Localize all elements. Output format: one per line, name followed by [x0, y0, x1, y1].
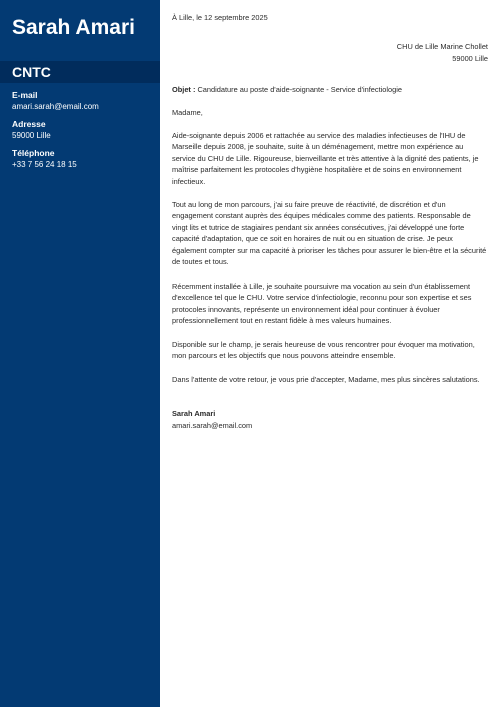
- recipient-line-2: 59000 Lille: [452, 54, 488, 63]
- recipient-line-1: CHU de Lille Marine Chollet: [396, 42, 488, 51]
- phone-label: Téléphone: [12, 148, 55, 158]
- salutation: Madame,: [172, 108, 203, 117]
- candidate-name: Sarah Amari: [12, 16, 135, 39]
- contact-section-title: CNTC: [12, 64, 51, 80]
- paragraph-5: Dans l'attente de votre retour, je vous prie d'accepter, Madame, mes plus sincères salutations.: [172, 375, 480, 384]
- sidebar: [0, 0, 160, 707]
- subject-label: Objet :: [172, 85, 196, 94]
- address-value: 59000 Lille: [12, 131, 51, 140]
- address-label: Adresse: [12, 119, 46, 129]
- paragraph-4: Disponible sur le champ, je serais heureuse de vous rencontrer pour évoquer ma motivation, mon parcours et les objectifs que nous pouvons atteindre ensemble.: [172, 340, 475, 361]
- email-value: amari.sarah@email.com: [12, 102, 99, 111]
- paragraph-1: Aide-soignante depuis 2006 et rattachée au service des maladies infectieuses de l'IHU de Marseille depuis 2008, je souhaite, suite à un déménagement, mettre mon expérience au service du CHU de Lille. Rigoureuse, bienveillante et très attentive à la dignité des patients, je maîtrise parfaitement les protocoles d'hygiène hospitalière et de soins en environnement infectieux.: [172, 131, 479, 186]
- subject-line: [172, 84, 488, 95]
- paragraph-3: Récemment installée à Lille, je souhaite poursuivre ma vocation au sein d'un établissement d'excellence tel que le CHU. Votre service d'infectiologie, reconnu pour son expertise et ses protocoles innovants, représente un environnement idéal pour continuer à évoluer professionnellement tout en restant fidèle à mes valeurs humaines.: [172, 282, 472, 326]
- phone-value: +33 7 56 24 18 15: [12, 160, 77, 169]
- email-block: [12, 89, 157, 113]
- signature-name: Sarah Amari: [172, 409, 216, 418]
- address-block: [12, 118, 157, 142]
- phone-block: [12, 147, 157, 171]
- letter-date: À Lille, le 12 septembre 2025: [172, 13, 268, 22]
- paragraph-2: Tout au long de mon parcours, j'ai su faire preuve de réactivité, de discrétion et d'un engagement constant auprès des équipes médicales comme des patients. Responsable de vingt lits et tutrice de stagiaires pendant six années consécutives, j'ai développé une forte capacité d'adaptation, que ce soit en horaires de nuit ou en situation de crise. Je peux également compter sur ma capacité à prioriser les tâches pour assurer le bien-être et la sécurité de toutes et tous.: [172, 200, 487, 267]
- subject-text: Candidature au poste d'aide-soignante - Service d'infectiologie: [197, 85, 403, 94]
- signature-email: amari.sarah@email.com: [172, 421, 253, 430]
- contact-section-band: [0, 61, 160, 83]
- email-label: E-mail: [12, 90, 38, 100]
